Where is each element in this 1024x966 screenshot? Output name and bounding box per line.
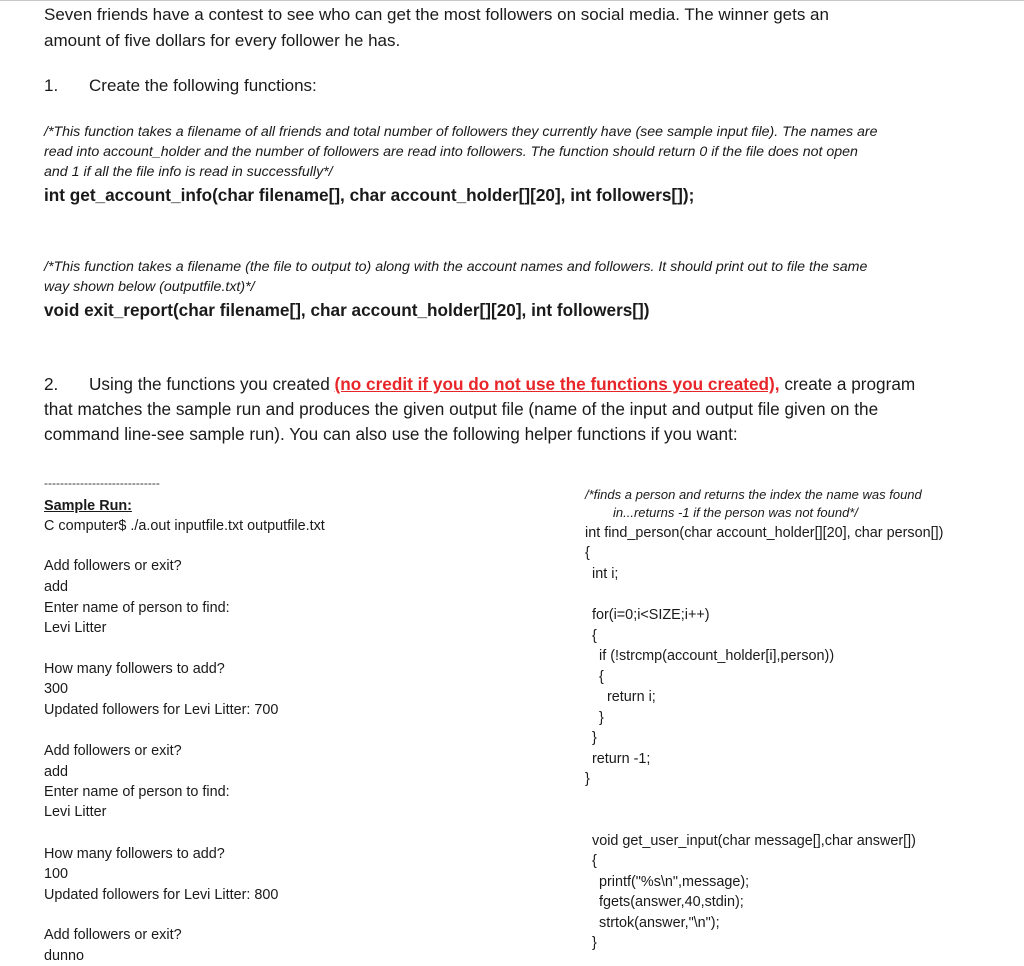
func1-comment-line-3: and 1 if all the file info is read in successfully*/ <box>44 164 333 180</box>
divider-dashes: ----------------------------- <box>44 476 160 490</box>
code-line: { <box>592 628 597 644</box>
run-line: Levi Litter <box>44 804 107 820</box>
code-line: void get_user_input(char message[],char answer[]) <box>592 833 916 849</box>
run-line: Updated followers for Levi Litter: 800 <box>44 887 279 903</box>
func1-comment-line-2: read into account_holder and the number of followers are read into followers. The function should return 0 if the file does not open <box>44 144 858 160</box>
run-line: add <box>44 764 69 780</box>
func2-comment-line-2: way shown below (outputfile.txt)*/ <box>44 279 255 295</box>
top-border <box>0 0 1024 1</box>
run-line: Updated followers for Levi Litter: 700 <box>44 702 279 718</box>
run-line: add <box>44 579 69 595</box>
sample-run-title: Sample Run: <box>44 498 132 514</box>
code-line: strtok(answer,"\n"); <box>599 915 720 931</box>
section-2-lead: Using the functions you created <box>89 374 335 394</box>
section-2-number: 2. <box>44 374 59 394</box>
code-line: int find_person(char account_holder[][20], char person[]) <box>585 525 944 541</box>
code-line: { <box>585 545 590 561</box>
run-line: Enter name of person to find: <box>44 600 230 616</box>
intro-line-1: Seven friends have a contest to see who can get the most followers on social media. The winner gets an <box>44 5 829 24</box>
section-2-line-2: that matches the sample run and produces the given output file (name of the input and output file given on the <box>44 399 879 419</box>
section-2-rest: create a program <box>779 374 916 394</box>
code-line: } <box>599 710 604 726</box>
func1-signature: int get_account_info(char filename[], char account_holder[][20], int followers[]); <box>44 185 695 205</box>
run-line: Add followers or exit? <box>44 927 182 943</box>
run-line: How many followers to add? <box>44 846 225 862</box>
section-1-heading: Create the following functions: <box>89 76 317 95</box>
code-line: } <box>585 771 590 787</box>
no-credit-warning: (no credit if you do not use the functions you created), <box>334 374 780 394</box>
func1-comment-line-1: /*This function takes a filename of all friends and total number of followers they currently have (see sample input file). The names are <box>44 124 878 140</box>
section-1-number: 1. <box>44 76 59 95</box>
section-2-line-1 <box>44 372 915 397</box>
run-line: dunno <box>44 948 85 964</box>
run-line: How many followers to add? <box>44 661 225 677</box>
code-line: if (!strcmp(account_holder[i],person)) <box>599 648 835 664</box>
run-line: 300 <box>44 681 69 697</box>
func1-comment <box>44 122 878 182</box>
sample-run-command: C computer$ ./a.out inputfile.txt outputfile.txt <box>44 518 325 534</box>
run-line: Enter name of person to find: <box>44 784 230 800</box>
code-line: { <box>599 669 604 685</box>
run-line: Add followers or exit? <box>44 743 182 759</box>
func2-comment-line-1: /*This function takes a filename (the file to output to) along with the account names and followers. It should print out to file the same <box>44 259 868 275</box>
code-line: } <box>592 730 597 746</box>
run-line: Add followers or exit? <box>44 558 182 574</box>
run-line: 100 <box>44 866 69 882</box>
find-person-comment-2: in...returns -1 if the person was not found*/ <box>613 505 858 520</box>
func2-comment <box>44 257 867 297</box>
code-line: for(i=0;i<SIZE;i++) <box>592 607 710 623</box>
code-line: return -1; <box>592 751 651 767</box>
code-line: { <box>592 853 597 869</box>
section-2-line-3: command line-see sample run). You can also use the following helper functions if you want: <box>44 424 738 444</box>
func2-signature: void exit_report(char filename[], char account_holder[][20], int followers[]) <box>44 300 650 320</box>
code-line: int i; <box>592 566 619 582</box>
run-line: Levi Litter <box>44 620 107 636</box>
find-person-comment-1: /*finds a person and returns the index the name was found <box>585 487 922 502</box>
intro-line-2: amount of five dollars for every follower he has. <box>44 31 401 50</box>
code-line: return i; <box>607 689 656 705</box>
section-2-paragraph <box>44 372 915 447</box>
code-line: fgets(answer,40,stdin); <box>599 894 744 910</box>
code-line: } <box>592 935 597 951</box>
intro-paragraph <box>44 2 829 54</box>
code-line: printf("%s\n",message); <box>599 874 750 890</box>
